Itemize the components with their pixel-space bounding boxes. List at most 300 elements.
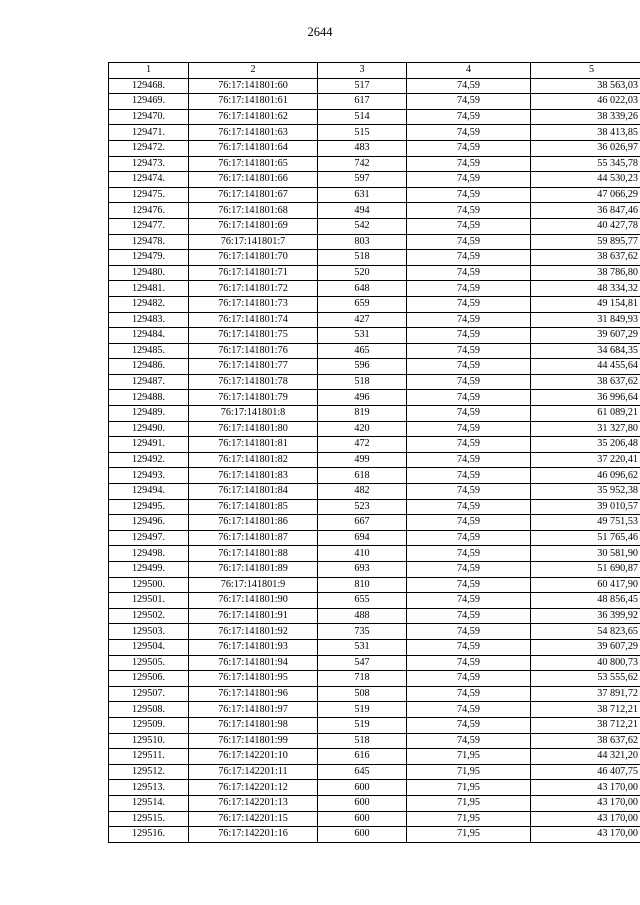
- table-cell-col-5: 38 637,62: [531, 374, 640, 390]
- table-cell-col-3: 648: [318, 281, 407, 297]
- table-cell-col-1: 129511.: [109, 749, 189, 765]
- table-cell-col-4: 74,59: [407, 109, 531, 125]
- table-cell-col-5: 43 170,00: [531, 811, 640, 827]
- table-cell-col-4: 74,59: [407, 125, 531, 141]
- table-cell-col-4: 74,59: [407, 218, 531, 234]
- table-row: [109, 702, 640, 718]
- table-row: [109, 452, 640, 468]
- table-cell-col-3: 645: [318, 764, 407, 780]
- table-cell-col-4: 74,59: [407, 187, 531, 203]
- table-cell-col-1: 129498.: [109, 546, 189, 562]
- table-cell-col-4: 74,59: [407, 593, 531, 609]
- table-cell-col-3: 542: [318, 218, 407, 234]
- table-cell-col-5: 38 637,62: [531, 733, 640, 749]
- table-row: [109, 406, 640, 422]
- table-cell-col-1: 129499.: [109, 562, 189, 578]
- table-cell-col-4: 74,59: [407, 421, 531, 437]
- table-row: [109, 296, 640, 312]
- table-cell-col-3: 600: [318, 795, 407, 811]
- table-cell-col-5: 44 321,20: [531, 749, 640, 765]
- table-body: [109, 78, 640, 842]
- table-cell-col-2: 76:17:141801:82: [189, 452, 318, 468]
- table-row: [109, 109, 640, 125]
- table-cell-col-1: 129468.: [109, 78, 189, 94]
- table-cell-col-3: 803: [318, 234, 407, 250]
- table-cell-col-2: 76:17:141801:72: [189, 281, 318, 297]
- table-row: [109, 780, 640, 796]
- table-cell-col-1: 129492.: [109, 452, 189, 468]
- table-cell-col-1: 129482.: [109, 296, 189, 312]
- table-cell-col-1: 129514.: [109, 795, 189, 811]
- table-cell-col-3: 519: [318, 717, 407, 733]
- table-row: [109, 577, 640, 593]
- table-cell-col-5: 36 847,46: [531, 203, 640, 219]
- table-row: [109, 234, 640, 250]
- table-cell-col-1: 129493.: [109, 468, 189, 484]
- table-cell-col-3: 659: [318, 296, 407, 312]
- table-cell-col-1: 129507.: [109, 686, 189, 702]
- table-cell-col-5: 47 066,29: [531, 187, 640, 203]
- table-row: [109, 624, 640, 640]
- table-cell-col-2: 76:17:141801:88: [189, 546, 318, 562]
- table-cell-col-5: 38 637,62: [531, 250, 640, 266]
- table-cell-col-3: 518: [318, 250, 407, 266]
- table-row: [109, 187, 640, 203]
- table-cell-col-5: 30 581,90: [531, 546, 640, 562]
- table-cell-col-2: 76:17:141801:63: [189, 125, 318, 141]
- table-cell-col-1: 129497.: [109, 530, 189, 546]
- table-cell-col-2: 76:17:142201:10: [189, 749, 318, 765]
- table-cell-col-2: 76:17:141801:79: [189, 390, 318, 406]
- table-cell-col-2: 76:17:141801:97: [189, 702, 318, 718]
- table-cell-col-4: 71,95: [407, 780, 531, 796]
- table-cell-col-5: 39 607,29: [531, 639, 640, 655]
- table-cell-col-2: 76:17:141801:86: [189, 515, 318, 531]
- table-cell-col-4: 74,59: [407, 468, 531, 484]
- table-cell-col-5: 46 096,62: [531, 468, 640, 484]
- table-cell-col-4: 74,59: [407, 655, 531, 671]
- table-cell-col-3: 420: [318, 421, 407, 437]
- table-cell-col-1: 129491.: [109, 437, 189, 453]
- table-cell-col-4: 74,59: [407, 140, 531, 156]
- table-cell-col-4: 74,59: [407, 702, 531, 718]
- table-cell-col-3: 600: [318, 827, 407, 843]
- table-cell-col-5: 40 427,78: [531, 218, 640, 234]
- table-cell-col-1: 129483.: [109, 312, 189, 328]
- table-cell-col-1: 129503.: [109, 624, 189, 640]
- table-cell-col-4: 71,95: [407, 795, 531, 811]
- table-cell-col-2: 76:17:141801:85: [189, 499, 318, 515]
- table-cell-col-3: 410: [318, 546, 407, 562]
- table-cell-col-4: 74,59: [407, 717, 531, 733]
- table-cell-col-2: 76:17:141801:80: [189, 421, 318, 437]
- table-cell-col-5: 49 154,81: [531, 296, 640, 312]
- table-cell-col-4: 74,59: [407, 78, 531, 94]
- table-cell-col-1: 129477.: [109, 218, 189, 234]
- table-row: [109, 468, 640, 484]
- table-cell-col-2: 76:17:141801:68: [189, 203, 318, 219]
- table-cell-col-2: 76:17:141801:64: [189, 140, 318, 156]
- table-cell-col-2: 76:17:141801:99: [189, 733, 318, 749]
- table-cell-col-5: 53 555,62: [531, 671, 640, 687]
- table-cell-col-2: 76:17:141801:60: [189, 78, 318, 94]
- table-row: [109, 156, 640, 172]
- table-row: [109, 203, 640, 219]
- table-cell-col-1: 129475.: [109, 187, 189, 203]
- table-cell-col-1: 129496.: [109, 515, 189, 531]
- table-row: [109, 390, 640, 406]
- table-cell-col-4: 74,59: [407, 265, 531, 281]
- table-cell-col-1: 129474.: [109, 172, 189, 188]
- table-cell-col-3: 517: [318, 78, 407, 94]
- table-cell-col-5: 46 022,03: [531, 94, 640, 110]
- table-cell-col-4: 71,95: [407, 827, 531, 843]
- table-cell-col-2: 76:17:141801:8: [189, 406, 318, 422]
- table-cell-col-5: 48 856,45: [531, 593, 640, 609]
- table-cell-col-3: 718: [318, 671, 407, 687]
- table-cell-col-2: 76:17:141801:87: [189, 530, 318, 546]
- table-cell-col-3: 523: [318, 499, 407, 515]
- table-row: [109, 125, 640, 141]
- table-cell-col-3: 819: [318, 406, 407, 422]
- table-cell-col-1: 129478.: [109, 234, 189, 250]
- table-cell-col-3: 427: [318, 312, 407, 328]
- table-cell-col-5: 59 895,77: [531, 234, 640, 250]
- table-cell-col-5: 43 170,00: [531, 827, 640, 843]
- table-cell-col-2: 76:17:141801:96: [189, 686, 318, 702]
- column-header-4: 4: [407, 63, 531, 79]
- table-cell-col-1: 129481.: [109, 281, 189, 297]
- table-cell-col-1: 129506.: [109, 671, 189, 687]
- table-row: [109, 655, 640, 671]
- table-cell-col-4: 74,59: [407, 686, 531, 702]
- table-header: [109, 63, 640, 79]
- table-cell-col-1: 129510.: [109, 733, 189, 749]
- header-row: [109, 63, 640, 79]
- table-row: [109, 312, 640, 328]
- table-cell-col-3: 810: [318, 577, 407, 593]
- table-cell-col-4: 74,59: [407, 562, 531, 578]
- table-cell-col-2: 76:17:141801:7: [189, 234, 318, 250]
- table-cell-col-4: 74,59: [407, 312, 531, 328]
- table-cell-col-3: 597: [318, 172, 407, 188]
- table-cell-col-4: 74,59: [407, 671, 531, 687]
- table-cell-col-2: 76:17:141801:92: [189, 624, 318, 640]
- table-cell-col-1: 129490.: [109, 421, 189, 437]
- table-cell-col-2: 76:17:142201:13: [189, 795, 318, 811]
- table-row: [109, 515, 640, 531]
- table-cell-col-3: 617: [318, 94, 407, 110]
- table-cell-col-5: 36 996,64: [531, 390, 640, 406]
- table-cell-col-4: 74,59: [407, 203, 531, 219]
- table-cell-col-1: 129473.: [109, 156, 189, 172]
- table-cell-col-4: 74,59: [407, 156, 531, 172]
- table-cell-col-5: 55 345,78: [531, 156, 640, 172]
- table-cell-col-4: 74,59: [407, 639, 531, 655]
- table-cell-col-4: 74,59: [407, 281, 531, 297]
- table-cell-col-5: 38 339,26: [531, 109, 640, 125]
- table-cell-col-2: 76:17:141801:66: [189, 172, 318, 188]
- table-cell-col-2: 76:17:141801:75: [189, 328, 318, 344]
- table-cell-col-2: 76:17:141801:9: [189, 577, 318, 593]
- table-cell-col-5: 43 170,00: [531, 780, 640, 796]
- table-cell-col-1: 129472.: [109, 140, 189, 156]
- table-cell-col-1: 129494.: [109, 484, 189, 500]
- table-cell-col-2: 76:17:142201:11: [189, 764, 318, 780]
- table-row: [109, 437, 640, 453]
- table-cell-col-2: 76:17:142201:16: [189, 827, 318, 843]
- table-row: [109, 562, 640, 578]
- table-cell-col-5: 34 684,35: [531, 343, 640, 359]
- table-cell-col-1: 129480.: [109, 265, 189, 281]
- table-cell-col-3: 508: [318, 686, 407, 702]
- table-cell-col-2: 76:17:141801:70: [189, 250, 318, 266]
- table-cell-col-5: 38 786,80: [531, 265, 640, 281]
- table-cell-col-4: 74,59: [407, 343, 531, 359]
- table-cell-col-4: 74,59: [407, 452, 531, 468]
- table-cell-col-4: 74,59: [407, 328, 531, 344]
- table-cell-col-2: 76:17:141801:74: [189, 312, 318, 328]
- table-cell-col-2: 76:17:141801:98: [189, 717, 318, 733]
- table-row: [109, 265, 640, 281]
- table-cell-col-5: 46 407,75: [531, 764, 640, 780]
- table-cell-col-5: 37 220,41: [531, 452, 640, 468]
- column-header-5: 5: [531, 63, 640, 79]
- table-cell-col-3: 472: [318, 437, 407, 453]
- table-cell-col-4: 74,59: [407, 359, 531, 375]
- table-cell-col-3: 600: [318, 780, 407, 796]
- table-cell-col-1: 129509.: [109, 717, 189, 733]
- table-cell-col-4: 71,95: [407, 811, 531, 827]
- table-cell-col-3: 499: [318, 452, 407, 468]
- table-cell-col-4: 74,59: [407, 390, 531, 406]
- table-cell-col-5: 40 800,73: [531, 655, 640, 671]
- table-cell-col-5: 38 413,85: [531, 125, 640, 141]
- table-cell-col-1: 129485.: [109, 343, 189, 359]
- table-cell-col-1: 129501.: [109, 593, 189, 609]
- table-cell-col-2: 76:17:141801:95: [189, 671, 318, 687]
- table-cell-col-2: 76:17:141801:89: [189, 562, 318, 578]
- table-cell-col-3: 518: [318, 374, 407, 390]
- table-cell-col-4: 74,59: [407, 577, 531, 593]
- column-header-1: 1: [109, 63, 189, 79]
- table-row: [109, 593, 640, 609]
- table-cell-col-3: 667: [318, 515, 407, 531]
- table-cell-col-3: 596: [318, 359, 407, 375]
- table-cell-col-5: 37 891,72: [531, 686, 640, 702]
- table-cell-col-2: 76:17:141801:67: [189, 187, 318, 203]
- table-row: [109, 218, 640, 234]
- table-cell-col-5: 35 952,38: [531, 484, 640, 500]
- table-cell-col-3: 694: [318, 530, 407, 546]
- table-cell-col-4: 74,59: [407, 94, 531, 110]
- table-cell-col-4: 74,59: [407, 624, 531, 640]
- table-cell-col-3: 483: [318, 140, 407, 156]
- table-row: [109, 94, 640, 110]
- table-cell-col-4: 74,59: [407, 546, 531, 562]
- table-cell-col-2: 76:17:141801:69: [189, 218, 318, 234]
- table-row: [109, 608, 640, 624]
- table-cell-col-4: 74,59: [407, 406, 531, 422]
- table-cell-col-5: 51 765,46: [531, 530, 640, 546]
- table-cell-col-5: 43 170,00: [531, 795, 640, 811]
- table-cell-col-1: 129513.: [109, 780, 189, 796]
- table-cell-col-3: 631: [318, 187, 407, 203]
- table-row: [109, 499, 640, 515]
- table-cell-col-1: 129470.: [109, 109, 189, 125]
- page-number: 2644: [307, 25, 333, 39]
- table-cell-col-1: 129508.: [109, 702, 189, 718]
- table-cell-col-3: 496: [318, 390, 407, 406]
- table-row: [109, 140, 640, 156]
- table-cell-col-3: 531: [318, 639, 407, 655]
- table-row: [109, 374, 640, 390]
- table-cell-col-1: 129476.: [109, 203, 189, 219]
- table-row: [109, 749, 640, 765]
- table-cell-col-1: 129469.: [109, 94, 189, 110]
- table-cell-col-3: 742: [318, 156, 407, 172]
- table-cell-col-4: 74,59: [407, 733, 531, 749]
- table-cell-col-2: 76:17:141801:81: [189, 437, 318, 453]
- table-cell-col-1: 129484.: [109, 328, 189, 344]
- table-cell-col-1: 129516.: [109, 827, 189, 843]
- table-cell-col-3: 616: [318, 749, 407, 765]
- table-cell-col-1: 129505.: [109, 655, 189, 671]
- table-row: [109, 172, 640, 188]
- table-row: [109, 281, 640, 297]
- table-row: [109, 250, 640, 266]
- table-cell-col-1: 129502.: [109, 608, 189, 624]
- table-cell-col-2: 76:17:141801:84: [189, 484, 318, 500]
- column-header-3: 3: [318, 63, 407, 79]
- table-cell-col-1: 129504.: [109, 639, 189, 655]
- table-row: [109, 484, 640, 500]
- table-cell-col-3: 465: [318, 343, 407, 359]
- table-cell-col-1: 129486.: [109, 359, 189, 375]
- table-row: [109, 686, 640, 702]
- table-cell-col-1: 129471.: [109, 125, 189, 141]
- table-row: [109, 764, 640, 780]
- table-cell-col-3: 547: [318, 655, 407, 671]
- table-cell-col-1: 129515.: [109, 811, 189, 827]
- table-row: [109, 546, 640, 562]
- table-cell-col-5: 39 010,57: [531, 499, 640, 515]
- table-cell-col-2: 76:17:141801:62: [189, 109, 318, 125]
- table-cell-col-5: 48 334,32: [531, 281, 640, 297]
- table-cell-col-4: 74,59: [407, 172, 531, 188]
- table-row: [109, 717, 640, 733]
- table-cell-col-5: 38 712,21: [531, 702, 640, 718]
- table-cell-col-5: 31 327,80: [531, 421, 640, 437]
- table-cell-col-5: 60 417,90: [531, 577, 640, 593]
- table-cell-col-1: 129479.: [109, 250, 189, 266]
- table-cell-col-3: 693: [318, 562, 407, 578]
- table-row: [109, 671, 640, 687]
- table-cell-col-2: 76:17:141801:78: [189, 374, 318, 390]
- table-cell-col-4: 74,59: [407, 234, 531, 250]
- table-cell-col-1: 129495.: [109, 499, 189, 515]
- table-cell-col-4: 74,59: [407, 499, 531, 515]
- table-cell-col-4: 71,95: [407, 764, 531, 780]
- table-cell-col-3: 514: [318, 109, 407, 125]
- table-cell-col-5: 44 530,23: [531, 172, 640, 188]
- table-cell-col-1: 129500.: [109, 577, 189, 593]
- table-row: [109, 733, 640, 749]
- table-cell-col-3: 518: [318, 733, 407, 749]
- table-cell-col-5: 35 206,48: [531, 437, 640, 453]
- table-cell-col-3: 531: [318, 328, 407, 344]
- table-cell-col-2: 76:17:141801:90: [189, 593, 318, 609]
- table-cell-col-2: 76:17:141801:93: [189, 639, 318, 655]
- table-cell-col-3: 482: [318, 484, 407, 500]
- table-cell-col-2: 76:17:141801:73: [189, 296, 318, 312]
- table-cell-col-4: 74,59: [407, 530, 531, 546]
- table-cell-col-3: 488: [318, 608, 407, 624]
- table-cell-col-1: 129488.: [109, 390, 189, 406]
- table-cell-col-5: 39 607,29: [531, 328, 640, 344]
- table-cell-col-1: 129512.: [109, 764, 189, 780]
- table-cell-col-4: 74,59: [407, 437, 531, 453]
- table-cell-col-5: 54 823,65: [531, 624, 640, 640]
- table-cell-col-5: 44 455,64: [531, 359, 640, 375]
- table-cell-col-2: 76:17:141801:65: [189, 156, 318, 172]
- table-cell-col-2: 76:17:141801:83: [189, 468, 318, 484]
- table-cell-col-5: 51 690,87: [531, 562, 640, 578]
- table-cell-col-3: 494: [318, 203, 407, 219]
- table-row: [109, 328, 640, 344]
- table-cell-col-3: 520: [318, 265, 407, 281]
- table-cell-col-2: 76:17:142201:12: [189, 780, 318, 796]
- table-cell-col-5: 61 089,21: [531, 406, 640, 422]
- data-table: [108, 62, 640, 843]
- table-cell-col-4: 74,59: [407, 515, 531, 531]
- table-cell-col-3: 600: [318, 811, 407, 827]
- table-cell-col-3: 735: [318, 624, 407, 640]
- table-cell-col-2: 76:17:141801:94: [189, 655, 318, 671]
- table-cell-col-4: 71,95: [407, 749, 531, 765]
- table-cell-col-5: 36 399,92: [531, 608, 640, 624]
- table-cell-col-2: 76:17:141801:71: [189, 265, 318, 281]
- table-cell-col-3: 618: [318, 468, 407, 484]
- table-cell-col-5: 49 751,53: [531, 515, 640, 531]
- table-row: [109, 421, 640, 437]
- table-cell-col-2: 76:17:141801:61: [189, 94, 318, 110]
- table-cell-col-2: 76:17:141801:91: [189, 608, 318, 624]
- table-cell-col-5: 31 849,93: [531, 312, 640, 328]
- column-header-2: 2: [189, 63, 318, 79]
- table-row: [109, 343, 640, 359]
- table-cell-col-5: 38 712,21: [531, 717, 640, 733]
- table-row: [109, 530, 640, 546]
- table-cell-col-5: 36 026,97: [531, 140, 640, 156]
- table-cell-col-4: 74,59: [407, 296, 531, 312]
- table-cell-col-3: 519: [318, 702, 407, 718]
- table-row: [109, 827, 640, 843]
- table-row: [109, 639, 640, 655]
- table-row: [109, 811, 640, 827]
- table-cell-col-2: 76:17:141801:77: [189, 359, 318, 375]
- table-cell-col-1: 129487.: [109, 374, 189, 390]
- table-row: [109, 359, 640, 375]
- table-cell-col-3: 515: [318, 125, 407, 141]
- table-cell-col-2: 76:17:142201:15: [189, 811, 318, 827]
- table-cell-col-4: 74,59: [407, 484, 531, 500]
- table-cell-col-3: 655: [318, 593, 407, 609]
- table-cell-col-4: 74,59: [407, 374, 531, 390]
- table-cell-col-4: 74,59: [407, 608, 531, 624]
- table-cell-col-5: 38 563,03: [531, 78, 640, 94]
- table-row: [109, 78, 640, 94]
